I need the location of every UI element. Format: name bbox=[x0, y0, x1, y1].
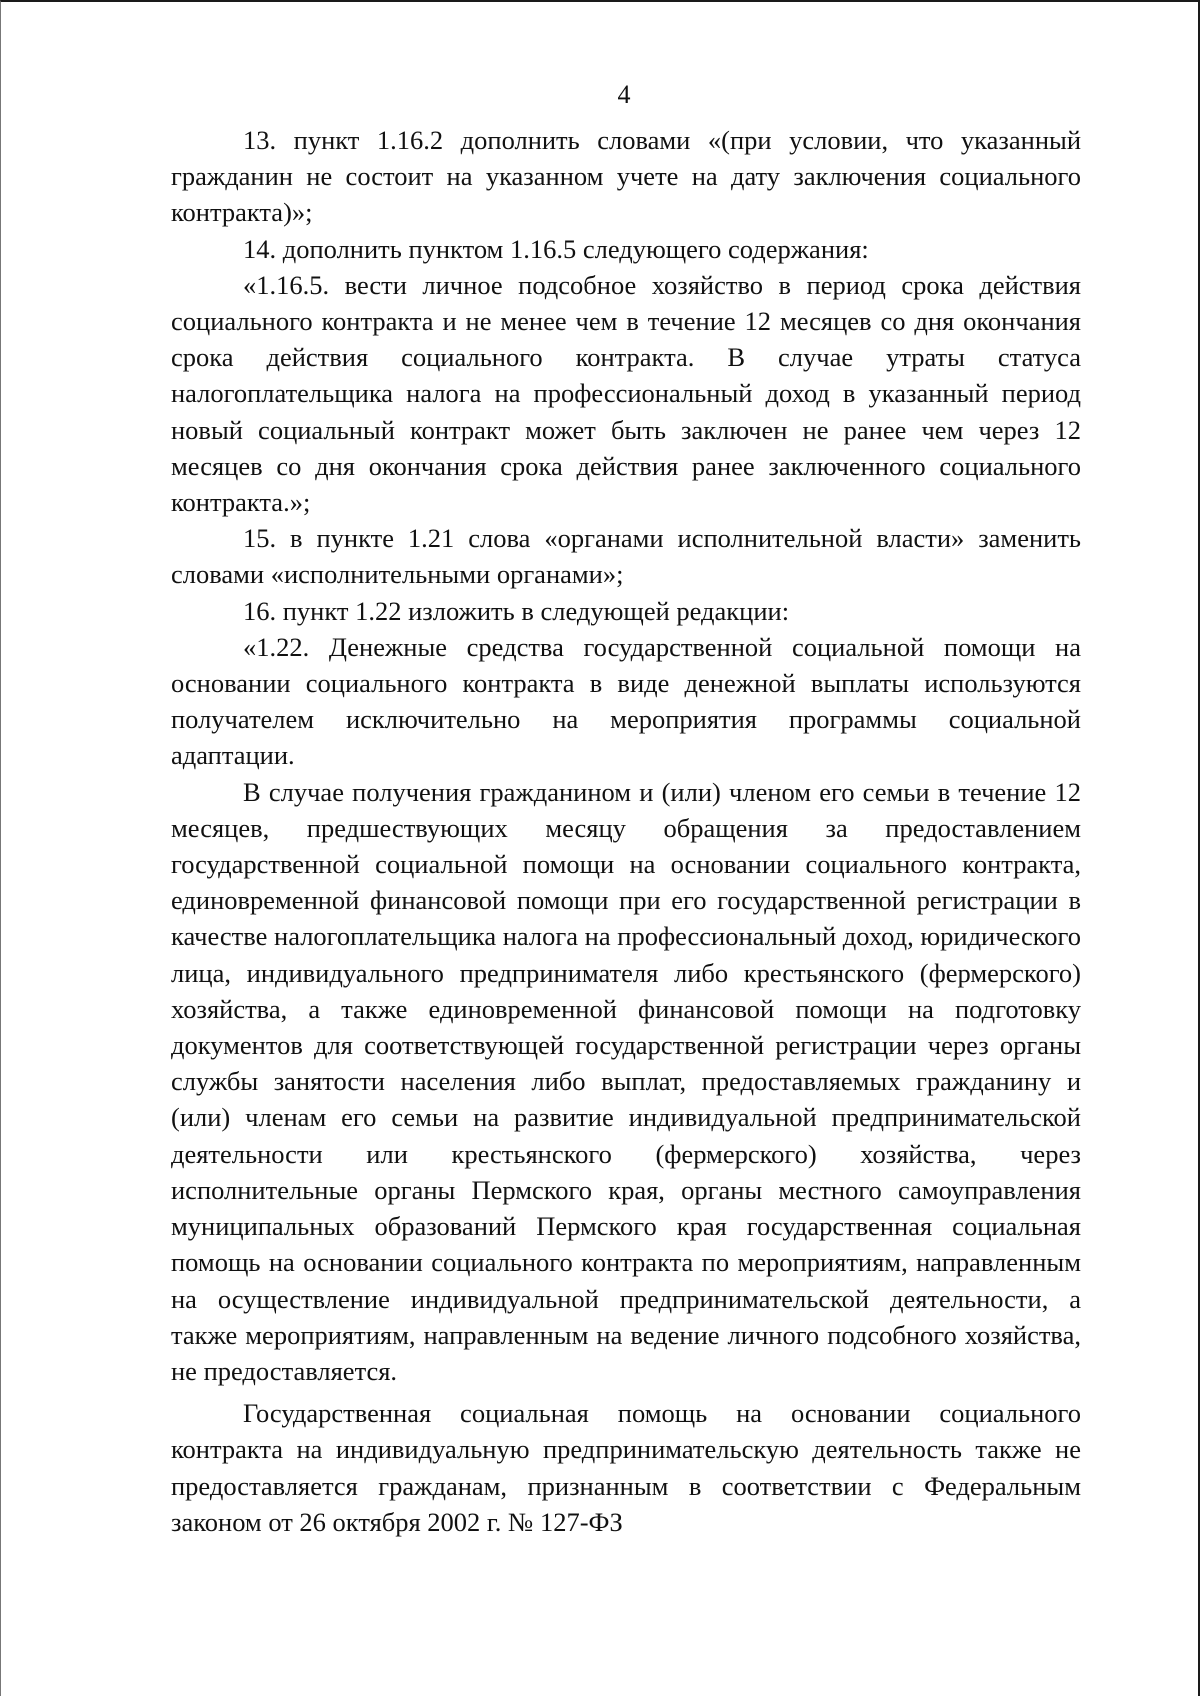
paragraph-item-13: 13. пункт 1.16.2 дополнить словами «(при условии, что указанный гражданин не состоит на указанном учете на дату заключения социального контракта)»; bbox=[171, 125, 1081, 228]
paragraph-item-15: 15. в пункте 1.21 слова «органами исполнительной власти» заменить словами «исполнительными органами»; bbox=[171, 523, 1081, 590]
paragraph-quote-1-16-5: «1.16.5. вести личное подсобное хозяйство в период срока действия социального контракта и не менее чем в течение 12 месяцев со дня окончания срока действия социального контракта. В случае утраты статуса налогоплательщика налога на профессиональный доход в указанный период новый социальный контракт может быть заключен не ранее чем через 12 месяцев со дня окончания срока действия ранее заключенного социального контракта.»; bbox=[171, 269, 1081, 518]
paragraph-item-14: 14. дополнить пунктом 1.16.5 следующего содержания: bbox=[243, 233, 869, 264]
document-body bbox=[171, 122, 1081, 1540]
paragraph-body: В случае получения гражданином и (или) членом его семьи в течение 12 месяцев, предшествующих месяцу обращения за предоставлением государственной социальной помощи на основании социального контракта, единовременной финансовой помощи при его государственной регистрации в качестве налогоплательщика налога на профессиональный доход, юридического лица, индивидуального предпринимателя либо крестьянского (фермерского) хозяйства, а также единовременной финансовой помощи на подготовку документов для соответствующей государственной регистрации через органы службы занятости населения либо выплат, предоставляемых гражданину и (или) членам его семьи на развитие индивидуальной предпринимательской деятельности или крестьянского (фермерского) хозяйства, через исполнительные органы Пермского края, органы местного самоуправления муниципальных образований Пермского края государственная социальная помощь на основании социального контракта по мероприятиям, направленным на осуществление индивидуальной предпринимательской деятельности, а также мероприятиям, направленным на ведение личного подсобного хозяйства, не предоставляется. bbox=[171, 776, 1081, 1386]
page-number: 4 bbox=[617, 80, 631, 109]
paragraph-quote-1-22: «1.22. Денежные средства государственной социальной помощи на основании социального контракта в виде денежной выплаты используются получателем исключительно на мероприятия программы социальной адаптации. bbox=[171, 631, 1081, 771]
paragraph-body-last: Государственная социальная помощь на основании социального контракта на индивидуальную предпринимательскую деятельность также не предоставляется гражданам, признанным в соответствии с Федеральным законом от 26 октября 2002 г. № 127-ФЗ bbox=[171, 1398, 1081, 1537]
paragraph-item-16: 16. пункт 1.22 изложить в следующей редакции: bbox=[243, 595, 790, 626]
